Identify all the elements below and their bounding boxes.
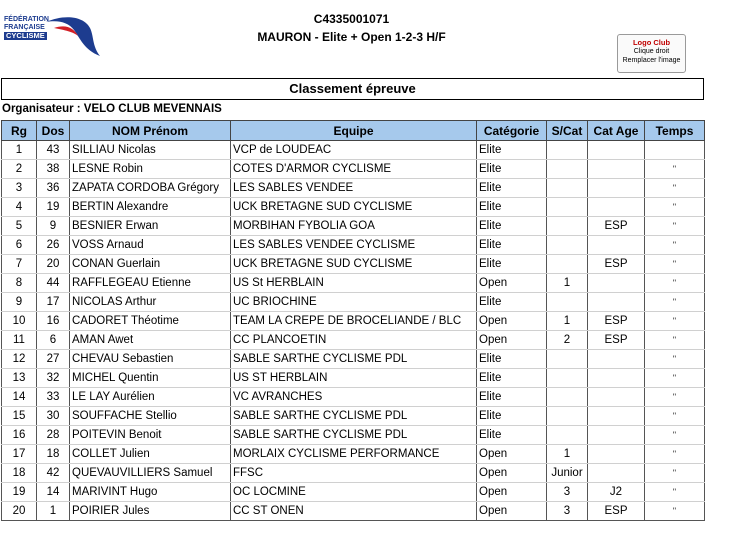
subcategory-cell	[547, 255, 588, 274]
subcategory-cell	[547, 179, 588, 198]
category-cell: Elite	[477, 198, 547, 217]
category-cell: Elite	[477, 369, 547, 388]
time-cell	[645, 141, 705, 160]
category-cell: Open	[477, 445, 547, 464]
table-row	[2, 331, 705, 350]
bib-cell: 32	[37, 369, 70, 388]
table-row	[2, 179, 705, 198]
bib-cell: 30	[37, 407, 70, 426]
rider-name-cell: AMAN Awet	[70, 331, 231, 350]
subcategory-cell: 1	[547, 312, 588, 331]
subcategory-cell	[547, 388, 588, 407]
time-cell: "	[645, 274, 705, 293]
team-cell: SABLE SARTHE CYCLISME PDL	[231, 426, 477, 445]
col-name: NOM Prénom	[70, 121, 231, 141]
subcategory-cell	[547, 426, 588, 445]
table-row	[2, 160, 705, 179]
team-cell: TEAM LA CREPE DE BROCELIANDE / BLC	[231, 312, 477, 331]
category-cell: Elite	[477, 179, 547, 198]
time-cell: "	[645, 445, 705, 464]
time-cell: "	[645, 160, 705, 179]
category-cell: Elite	[477, 388, 547, 407]
age-category-cell	[588, 179, 645, 198]
race-title: MAURON - Elite + Open 1-2-3 H/F	[257, 30, 446, 44]
category-cell: Elite	[477, 255, 547, 274]
subcategory-cell	[547, 369, 588, 388]
bib-cell: 26	[37, 236, 70, 255]
category-cell: Elite	[477, 407, 547, 426]
age-category-cell: J2	[588, 483, 645, 502]
age-category-cell	[588, 426, 645, 445]
subcategory-cell: 3	[547, 483, 588, 502]
age-category-cell: ESP	[588, 217, 645, 236]
time-cell: "	[645, 312, 705, 331]
age-category-cell: ESP	[588, 255, 645, 274]
rider-name-cell: COLLET Julien	[70, 445, 231, 464]
rider-name-cell: QUEVAUVILLIERS Samuel	[70, 464, 231, 483]
age-category-cell	[588, 236, 645, 255]
team-cell: COTES D'ARMOR CYCLISME	[231, 160, 477, 179]
rider-name-cell: SOUFFACHE Stellio	[70, 407, 231, 426]
bib-cell: 9	[37, 217, 70, 236]
age-category-cell	[588, 369, 645, 388]
subcategory-cell: 1	[547, 274, 588, 293]
table-row	[2, 198, 705, 217]
rider-name-cell: SILLIAU Nicolas	[70, 141, 231, 160]
bib-cell: 1	[37, 502, 70, 521]
category-cell: Elite	[477, 236, 547, 255]
rank-cell: 16	[2, 426, 37, 445]
time-cell: "	[645, 350, 705, 369]
rank-cell: 3	[2, 179, 37, 198]
table-row	[2, 426, 705, 445]
bib-cell: 38	[37, 160, 70, 179]
age-category-cell: ESP	[588, 502, 645, 521]
bib-cell: 17	[37, 293, 70, 312]
table-row	[2, 483, 705, 502]
rank-cell: 5	[2, 217, 37, 236]
logo-club-title: Logo Club	[632, 38, 671, 47]
subcategory-cell: 1	[547, 445, 588, 464]
rider-name-cell: CONAN Guerlain	[70, 255, 231, 274]
bib-cell: 44	[37, 274, 70, 293]
rider-name-cell: MARIVINT Hugo	[70, 483, 231, 502]
category-cell: Open	[477, 483, 547, 502]
age-category-cell	[588, 141, 645, 160]
bib-cell: 20	[37, 255, 70, 274]
age-category-cell	[588, 293, 645, 312]
time-cell: "	[645, 179, 705, 198]
time-cell: "	[645, 293, 705, 312]
rider-name-cell: ZAPATA CORDOBA Grégory	[70, 179, 231, 198]
age-category-cell	[588, 274, 645, 293]
category-cell: Open	[477, 502, 547, 521]
age-category-cell	[588, 350, 645, 369]
team-cell: US ST HERBLAIN	[231, 369, 477, 388]
time-cell: "	[645, 483, 705, 502]
rider-name-cell: CADORET Théotime	[70, 312, 231, 331]
rank-cell: 17	[2, 445, 37, 464]
logo-line-1: FÉDÉRATION	[4, 16, 49, 23]
category-cell: Elite	[477, 217, 547, 236]
subcategory-cell	[547, 217, 588, 236]
age-category-cell: ESP	[588, 331, 645, 350]
time-cell: "	[645, 369, 705, 388]
subcategory-cell: 2	[547, 331, 588, 350]
bib-cell: 14	[37, 483, 70, 502]
rank-cell: 6	[2, 236, 37, 255]
col-team: Equipe	[231, 121, 477, 141]
table-row	[2, 407, 705, 426]
time-cell: "	[645, 255, 705, 274]
time-cell: "	[645, 502, 705, 521]
team-cell: LES SABLES VENDEE	[231, 179, 477, 198]
section-title: Classement épreuve	[1, 78, 704, 100]
team-cell: US St HERBLAIN	[231, 274, 477, 293]
subcategory-cell	[547, 350, 588, 369]
bib-cell: 43	[37, 141, 70, 160]
logo-club-line-1: Clique droit	[633, 48, 670, 55]
rank-cell: 9	[2, 293, 37, 312]
team-cell: UC BRIOCHINE	[231, 293, 477, 312]
category-cell: Elite	[477, 160, 547, 179]
logo-line-3: CYCLISME	[6, 31, 45, 40]
rider-name-cell: LESNE Robin	[70, 160, 231, 179]
rank-cell: 10	[2, 312, 37, 331]
team-cell: VC AVRANCHES	[231, 388, 477, 407]
bib-cell: 42	[37, 464, 70, 483]
time-cell: "	[645, 426, 705, 445]
subcategory-cell	[547, 141, 588, 160]
logo-club-placeholder[interactable]	[617, 34, 686, 73]
table-row	[2, 445, 705, 464]
rider-name-cell: CHEVAU Sebastien	[70, 350, 231, 369]
rank-cell: 14	[2, 388, 37, 407]
time-cell: "	[645, 331, 705, 350]
table-row	[2, 350, 705, 369]
subcategory-cell	[547, 407, 588, 426]
table-row	[2, 464, 705, 483]
rider-name-cell: POIRIER Jules	[70, 502, 231, 521]
team-cell: LES SABLES VENDEE CYCLISME	[231, 236, 477, 255]
rank-cell: 18	[2, 464, 37, 483]
category-cell: Elite	[477, 293, 547, 312]
col-rg: Rg	[2, 121, 37, 141]
time-cell: "	[645, 407, 705, 426]
team-cell: MORLAIX CYCLISME PERFORMANCE	[231, 445, 477, 464]
table-row	[2, 255, 705, 274]
rider-name-cell: RAFFLEGEAU Etienne	[70, 274, 231, 293]
age-category-cell: ESP	[588, 312, 645, 331]
time-cell: "	[645, 388, 705, 407]
team-cell: SABLE SARTHE CYCLISME PDL	[231, 407, 477, 426]
rider-name-cell: LE LAY Aurélien	[70, 388, 231, 407]
bib-cell: 36	[37, 179, 70, 198]
col-dos: Dos	[37, 121, 70, 141]
rider-name-cell: BESNIER Erwan	[70, 217, 231, 236]
table-row	[2, 388, 705, 407]
col-subcategory: S/Cat	[547, 121, 588, 141]
category-cell: Elite	[477, 141, 547, 160]
bib-cell: 19	[37, 198, 70, 217]
table-row	[2, 369, 705, 388]
logo-line-2: FRANÇAISE	[4, 23, 45, 31]
team-cell: FFSC	[231, 464, 477, 483]
table-row	[2, 274, 705, 293]
team-cell: OC LOCMINE	[231, 483, 477, 502]
col-category: Catégorie	[477, 121, 547, 141]
race-code: C4335001071	[313, 12, 390, 26]
table-row	[2, 293, 705, 312]
category-cell: Elite	[477, 350, 547, 369]
logo-club-line-2: Remplacer l'image	[622, 57, 681, 64]
age-category-cell	[588, 445, 645, 464]
subcategory-cell	[547, 198, 588, 217]
rider-name-cell: VOSS Arnaud	[70, 236, 231, 255]
category-cell: Elite	[477, 426, 547, 445]
rank-cell: 2	[2, 160, 37, 179]
subcategory-cell	[547, 293, 588, 312]
rank-cell: 19	[2, 483, 37, 502]
col-time: Temps	[645, 121, 705, 141]
bib-cell: 33	[37, 388, 70, 407]
age-category-cell	[588, 198, 645, 217]
team-cell: UCK BRETAGNE SUD CYCLISME	[231, 255, 477, 274]
table-row	[2, 236, 705, 255]
team-cell: CC PLANCOETIN	[231, 331, 477, 350]
col-age-category: Cat Age	[588, 121, 645, 141]
age-category-cell	[588, 464, 645, 483]
results-table	[1, 120, 705, 521]
rank-cell: 8	[2, 274, 37, 293]
table-row	[2, 312, 705, 331]
bib-cell: 6	[37, 331, 70, 350]
header-row	[2, 121, 705, 141]
rank-cell: 11	[2, 331, 37, 350]
category-cell: Open	[477, 331, 547, 350]
table-row	[2, 502, 705, 521]
bib-cell: 27	[37, 350, 70, 369]
rank-cell: 4	[2, 198, 37, 217]
organiser: Organisateur : VELO CLUB MEVENNAIS	[2, 103, 222, 115]
table-row	[2, 217, 705, 236]
rider-name-cell: BERTIN Alexandre	[70, 198, 231, 217]
rank-cell: 15	[2, 407, 37, 426]
rank-cell: 1	[2, 141, 37, 160]
time-cell: "	[645, 217, 705, 236]
age-category-cell	[588, 388, 645, 407]
rider-name-cell: NICOLAS Arthur	[70, 293, 231, 312]
category-cell: Open	[477, 464, 547, 483]
rider-name-cell: MICHEL Quentin	[70, 369, 231, 388]
subcategory-cell: Junior	[547, 464, 588, 483]
subcategory-cell	[547, 160, 588, 179]
team-cell: VCP de LOUDEAC	[231, 141, 477, 160]
time-cell: "	[645, 236, 705, 255]
subcategory-cell: 3	[547, 502, 588, 521]
team-cell: MORBIHAN FYBOLIA GOA	[231, 217, 477, 236]
table-row	[2, 141, 705, 160]
bib-cell: 18	[37, 445, 70, 464]
team-cell: CC ST ONEN	[231, 502, 477, 521]
age-category-cell	[588, 407, 645, 426]
bib-cell: 16	[37, 312, 70, 331]
rank-cell: 20	[2, 502, 37, 521]
category-cell: Open	[477, 274, 547, 293]
time-cell: "	[645, 198, 705, 217]
bib-cell: 28	[37, 426, 70, 445]
subcategory-cell	[547, 236, 588, 255]
age-category-cell	[588, 160, 645, 179]
rank-cell: 12	[2, 350, 37, 369]
rider-name-cell: POITEVIN Benoit	[70, 426, 231, 445]
time-cell: "	[645, 464, 705, 483]
rank-cell: 7	[2, 255, 37, 274]
category-cell: Open	[477, 312, 547, 331]
team-cell: UCK BRETAGNE SUD CYCLISME	[231, 198, 477, 217]
rank-cell: 13	[2, 369, 37, 388]
team-cell: SABLE SARTHE CYCLISME PDL	[231, 350, 477, 369]
